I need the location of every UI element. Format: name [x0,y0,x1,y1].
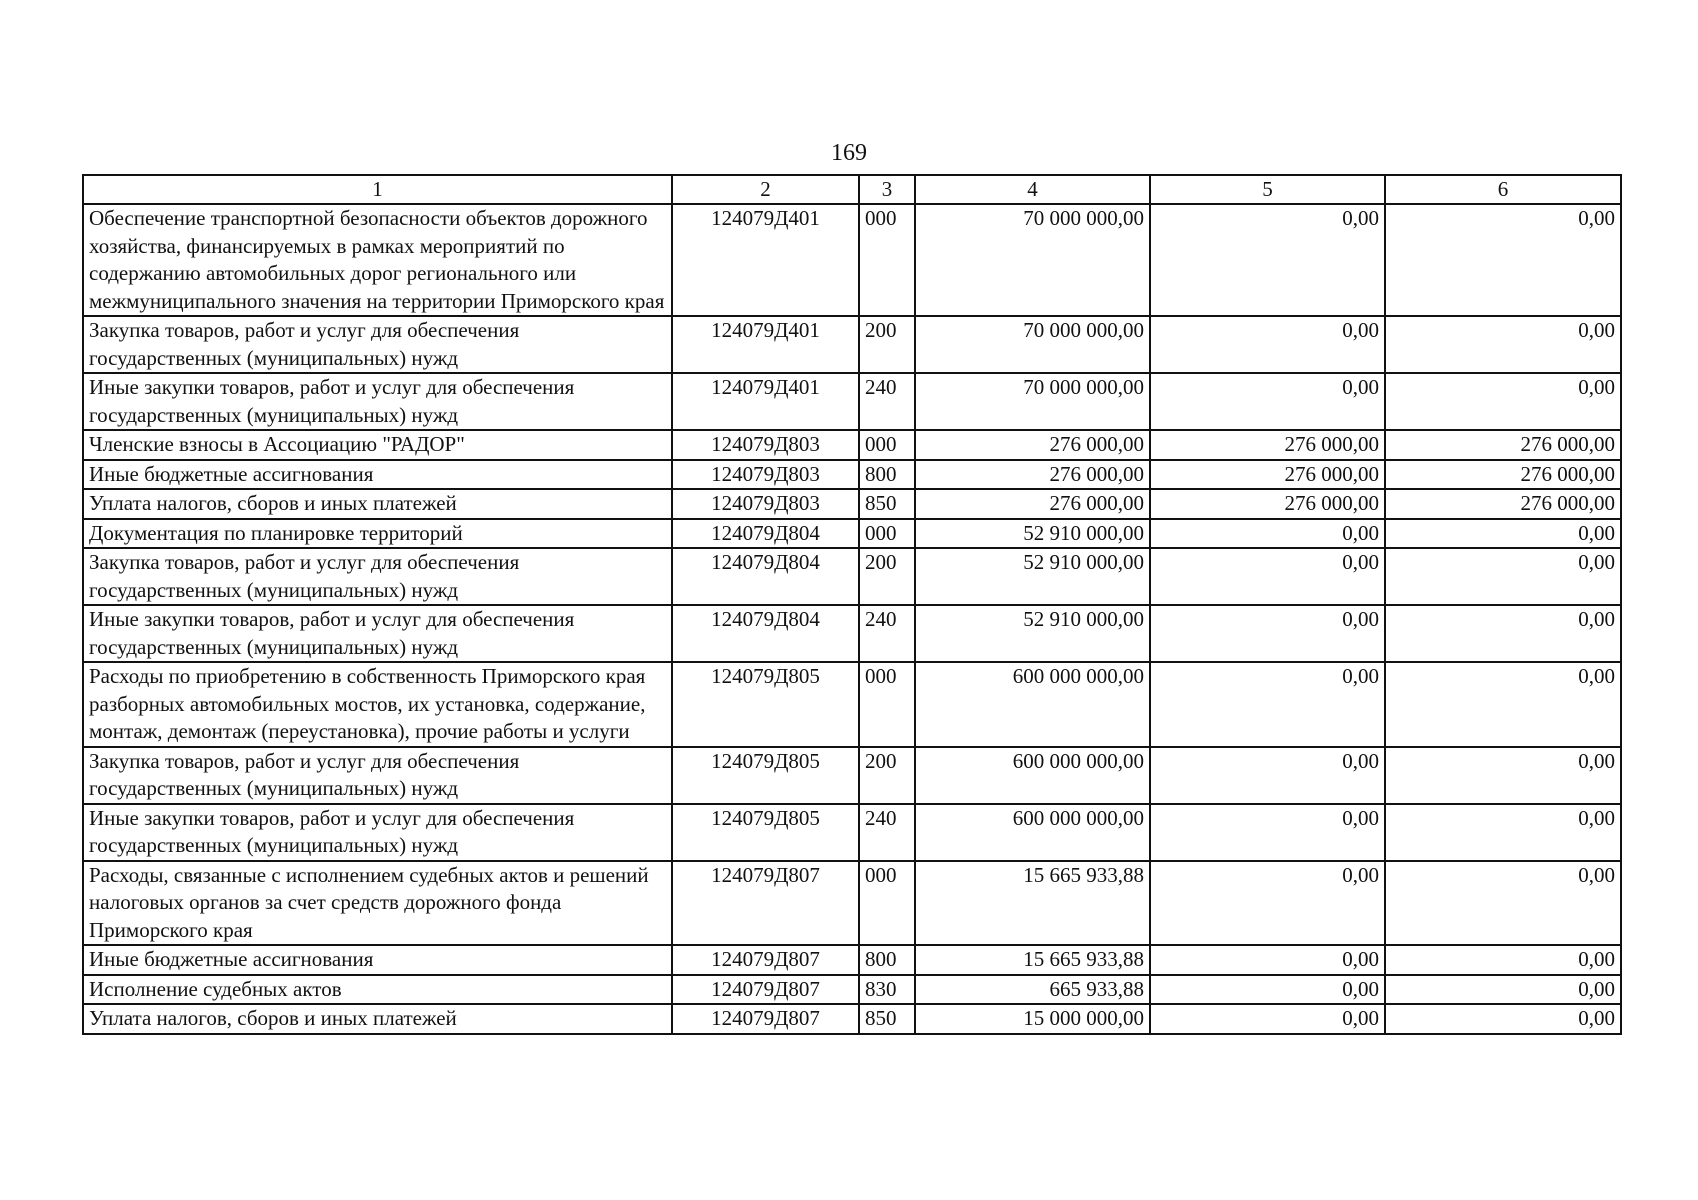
target-article-code-cell: 124079Д804 [672,519,859,549]
amount-year-1-cell: 600 000 000,00 [915,662,1150,747]
table-row [83,945,1621,975]
target-article-code-cell: 124079Д805 [672,804,859,861]
table-row [83,548,1621,605]
item-name-cell: Расходы по приобретению в собственность Приморского края разборных автомобильных мостов, их установка, содержание, монтаж, демонтаж (переустановка), прочие работы и услуги [83,662,672,747]
expense-type-code-cell: 200 [859,316,915,373]
item-name-cell: Закупка товаров, работ и услуг для обеспечения государственных (муниципальных) нужд [83,548,672,605]
table-row [83,605,1621,662]
amount-year-3-cell: 0,00 [1385,204,1621,316]
item-name-cell: Иные закупки товаров, работ и услуг для обеспечения государственных (муниципальных) нужд [83,804,672,861]
item-name-cell: Иные закупки товаров, работ и услуг для обеспечения государственных (муниципальных) нужд [83,605,672,662]
table-row [83,489,1621,519]
target-article-code-cell: 124079Д805 [672,747,859,804]
amount-year-3-cell: 0,00 [1385,373,1621,430]
target-article-code-cell: 124079Д807 [672,945,859,975]
amount-year-3-cell: 0,00 [1385,945,1621,975]
amount-year-1-cell: 600 000 000,00 [915,747,1150,804]
header-row [83,175,1621,204]
amount-year-2-cell: 0,00 [1150,747,1385,804]
amount-year-2-cell: 0,00 [1150,605,1385,662]
table-row [83,316,1621,373]
amount-year-2-cell: 0,00 [1150,662,1385,747]
amount-year-2-cell: 0,00 [1150,519,1385,549]
target-article-code-cell: 124079Д807 [672,975,859,1005]
amount-year-3-cell: 0,00 [1385,316,1621,373]
amount-year-2-cell: 0,00 [1150,373,1385,430]
amount-year-2-cell: 0,00 [1150,204,1385,316]
amount-year-2-cell: 0,00 [1150,861,1385,946]
item-name-cell: Документация по планировке территорий [83,519,672,549]
target-article-code-cell: 124079Д807 [672,861,859,946]
amount-year-3-cell: 0,00 [1385,519,1621,549]
amount-year-1-cell: 665 933,88 [915,975,1150,1005]
item-name-cell: Иные закупки товаров, работ и услуг для обеспечения государственных (муниципальных) нужд [83,373,672,430]
amount-year-1-cell: 15 000 000,00 [915,1004,1150,1034]
amount-year-2-cell: 0,00 [1150,975,1385,1005]
column-header-3: 3 [859,175,915,204]
target-article-code-cell: 124079Д804 [672,605,859,662]
table-row [83,373,1621,430]
item-name-cell: Расходы, связанные с исполнением судебных актов и решений налоговых органов за счет средств дорожного фонда Приморского края [83,861,672,946]
expense-type-code-cell: 850 [859,489,915,519]
amount-year-1-cell: 52 910 000,00 [915,605,1150,662]
table-row [83,662,1621,747]
amount-year-1-cell: 52 910 000,00 [915,548,1150,605]
amount-year-2-cell: 276 000,00 [1150,489,1385,519]
expense-type-code-cell: 000 [859,861,915,946]
expense-type-code-cell: 800 [859,945,915,975]
expense-type-code-cell: 000 [859,204,915,316]
amount-year-1-cell: 15 665 933,88 [915,861,1150,946]
table-row [83,519,1621,549]
amount-year-2-cell: 0,00 [1150,804,1385,861]
item-name-cell: Закупка товаров, работ и услуг для обеспечения государственных (муниципальных) нужд [83,747,672,804]
target-article-code-cell: 124079Д807 [672,1004,859,1034]
table-row [83,747,1621,804]
expense-type-code-cell: 850 [859,1004,915,1034]
table-header [83,175,1621,204]
target-article-code-cell: 124079Д803 [672,430,859,460]
column-header-4: 4 [915,175,1150,204]
target-article-code-cell: 124079Д803 [672,489,859,519]
amount-year-1-cell: 276 000,00 [915,430,1150,460]
amount-year-2-cell: 276 000,00 [1150,430,1385,460]
expense-type-code-cell: 000 [859,519,915,549]
item-name-cell: Закупка товаров, работ и услуг для обеспечения государственных (муниципальных) нужд [83,316,672,373]
expense-type-code-cell: 800 [859,460,915,490]
column-header-5: 5 [1150,175,1385,204]
item-name-cell: Исполнение судебных актов [83,975,672,1005]
item-name-cell: Уплата налогов, сборов и иных платежей [83,1004,672,1034]
amount-year-1-cell: 52 910 000,00 [915,519,1150,549]
expense-type-code-cell: 240 [859,373,915,430]
item-name-cell: Иные бюджетные ассигнования [83,945,672,975]
expense-type-code-cell: 830 [859,975,915,1005]
target-article-code-cell: 124079Д804 [672,548,859,605]
table-row [83,430,1621,460]
budget-table [82,174,1622,1035]
table-row [83,975,1621,1005]
amount-year-3-cell: 0,00 [1385,975,1621,1005]
expense-type-code-cell: 200 [859,548,915,605]
expense-type-code-cell: 240 [859,804,915,861]
amount-year-2-cell: 0,00 [1150,1004,1385,1034]
expense-type-code-cell: 000 [859,662,915,747]
amount-year-1-cell: 15 665 933,88 [915,945,1150,975]
target-article-code-cell: 124079Д401 [672,373,859,430]
table-body [83,204,1621,1034]
amount-year-1-cell: 276 000,00 [915,489,1150,519]
target-article-code-cell: 124079Д803 [672,460,859,490]
amount-year-2-cell: 276 000,00 [1150,460,1385,490]
amount-year-3-cell: 0,00 [1385,1004,1621,1034]
target-article-code-cell: 124079Д401 [672,204,859,316]
amount-year-1-cell: 600 000 000,00 [915,804,1150,861]
amount-year-3-cell: 276 000,00 [1385,489,1621,519]
amount-year-1-cell: 276 000,00 [915,460,1150,490]
amount-year-3-cell: 276 000,00 [1385,460,1621,490]
amount-year-2-cell: 0,00 [1150,945,1385,975]
column-header-2: 2 [672,175,859,204]
item-name-cell: Уплата налогов, сборов и иных платежей [83,489,672,519]
expense-type-code-cell: 240 [859,605,915,662]
amount-year-3-cell: 0,00 [1385,662,1621,747]
target-article-code-cell: 124079Д401 [672,316,859,373]
amount-year-1-cell: 70 000 000,00 [915,316,1150,373]
item-name-cell: Иные бюджетные ассигнования [83,460,672,490]
amount-year-1-cell: 70 000 000,00 [915,204,1150,316]
amount-year-3-cell: 0,00 [1385,861,1621,946]
amount-year-3-cell: 0,00 [1385,804,1621,861]
column-header-6: 6 [1385,175,1621,204]
amount-year-3-cell: 0,00 [1385,747,1621,804]
item-name-cell: Членские взносы в Ассоциацию "РАДОР" [83,430,672,460]
table-row [83,1004,1621,1034]
amount-year-2-cell: 0,00 [1150,548,1385,605]
table-row [83,460,1621,490]
amount-year-3-cell: 0,00 [1385,548,1621,605]
amount-year-1-cell: 70 000 000,00 [915,373,1150,430]
amount-year-3-cell: 0,00 [1385,605,1621,662]
column-header-1: 1 [83,175,672,204]
item-name-cell: Обеспечение транспортной безопасности объектов дорожного хозяйства, финансируемых в рамках мероприятий по содержанию автомобильных дорог регионального или межмуниципального значения на территории Приморского края [83,204,672,316]
amount-year-3-cell: 276 000,00 [1385,430,1621,460]
expense-type-code-cell: 200 [859,747,915,804]
target-article-code-cell: 124079Д805 [672,662,859,747]
page-number: 169 [831,140,867,166]
table-row [83,204,1621,316]
table-row [83,861,1621,946]
table-row [83,804,1621,861]
expense-type-code-cell: 000 [859,430,915,460]
amount-year-2-cell: 0,00 [1150,316,1385,373]
